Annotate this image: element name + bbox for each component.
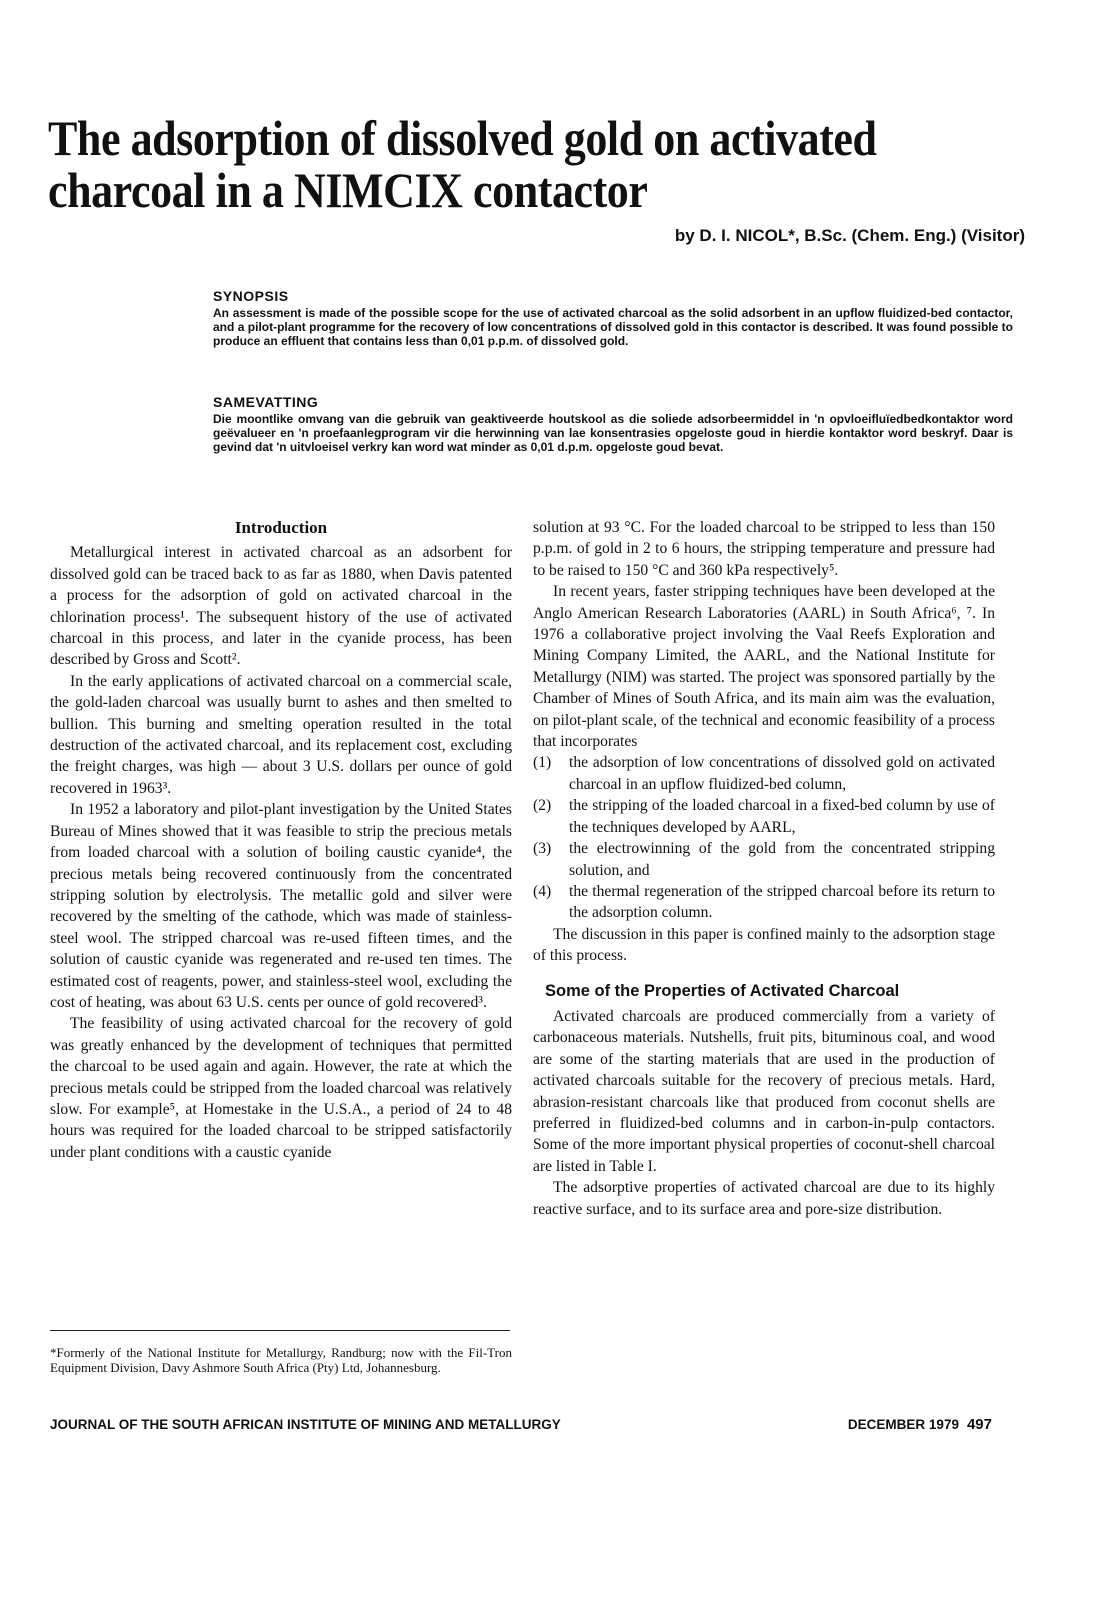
issue-date: DECEMBER 1979 — [847, 1417, 959, 1432]
process-list — [533, 752, 995, 923]
list-item — [533, 838, 995, 881]
list-item-text: the stripping of the loaded charcoal in a fixed-bed column by use of the techniques developed by AARL, — [569, 797, 995, 836]
journal-name: JOURNAL OF THE SOUTH AFRICAN INSTITUTE OF MINING AND METALLURGY — [50, 1417, 561, 1432]
page-footer — [50, 1416, 992, 1433]
right-paragraph-5: The adsorptive properties of activated charcoal are due to its highly reactive surface, and to its surface area and pore-size distribution. — [533, 1179, 995, 1218]
list-item-number: (2) — [533, 797, 552, 815]
left-column — [50, 517, 512, 1163]
issue-info — [848, 1416, 992, 1433]
samevatting-heading: SAMEVATTING — [213, 394, 319, 410]
list-item — [533, 795, 995, 838]
article-title: The adsorption of dissolved gold on activated charcoal in a NIMCIX contactor — [48, 110, 877, 218]
author-byline: by D. I. NICOL*, B.Sc. (Chem. Eng.) (Visitor) — [674, 226, 1025, 245]
synopsis-heading: SYNOPSIS — [213, 288, 289, 304]
list-item-number: (1) — [533, 754, 552, 772]
author-footnote: *Formerly of the National Institute for Metallurgy, Randburg; now with the Fil-Tron Equipment Division, Davy Ashmore South Africa (Pty) Ltd, Johannesburg. — [50, 1345, 512, 1375]
right-column — [533, 517, 995, 1220]
intro-paragraph-2: In the early applications of activated charcoal on a commercial scale, the gold-laden charcoal was usually burnt to ashes and then smelted to bullion. This burning and smelting operation resulted in the total destruction of the activated charcoal, and its replacement cost, excluding the freight charges, was high — about 3 U.S. dollars per ounce of gold recovered in 1963³. — [50, 672, 512, 797]
list-item — [533, 752, 995, 795]
list-item-number: (3) — [533, 840, 552, 858]
list-item — [533, 881, 995, 924]
properties-heading: Some of the Properties of Activated Charcoal — [545, 981, 900, 1000]
introduction-heading: Introduction — [234, 518, 328, 537]
synopsis-section — [213, 288, 1013, 348]
list-item-number: (4) — [533, 882, 552, 900]
intro-paragraph-1: Metallurgical interest in activated charcoal as an adsorbent for dissolved gold can be traced back to as far as 1880, when Davis patented a process for the adsorption of gold on activated charcoal in the chlorination process¹. The subsequent history of the use of activated charcoal in this process, and later in the cyanide process, has been described by Gross and Scott². — [50, 544, 512, 669]
right-paragraph-3: The discussion in this paper is confined mainly to the adsorption stage of this process. — [533, 925, 995, 965]
right-paragraph-4: Activated charcoals are produced commercially from a variety of carbonaceous materials. Nutshells, fruit pits, bituminous coal, and wood are some of the starting materials that are used in the production of activated charcoals suitable for the recovery of precious metals. Hard, abrasion-resistant charcoals like that produced from coconut shells are preferred in fluidized-bed columns and in carbon-in-pulp contactors. Some of the more important physical properties of coconut-shell charcoal are listed in Table I. — [533, 1007, 995, 1175]
footnote-divider — [50, 1330, 510, 1331]
list-item-text: the electrowinning of the gold from the concentrated stripping solution, and — [569, 840, 995, 879]
list-item-text: the adsorption of low concentrations of dissolved gold on activated charcoal in an upflow fluidized-bed column, — [569, 754, 995, 793]
right-paragraph-2: In recent years, faster stripping techniques have been developed at the Anglo American Research Laboratories (AARL) in South Africa⁶, ⁷. In 1976 a collaborative project involving the Vaal Reefs Exploration and Mining Company Limited, the AARL, and the National Institute for Metallurgy (NIM) was started. The project was sponsored partially by the Chamber of Mines of South Africa, and its main aim was the evaluation, on pilot-plant scale, of the technical and economic feasibility of a process that incorporates — [533, 583, 995, 751]
right-paragraph-1: solution at 93 °C. For the loaded charcoal to be stripped to less than 150 p.p.m. of gold in 2 to 6 hours, the stripping temperature and pressure had to be raised to 150 °C and 360 kPa respectively⁵. — [533, 519, 995, 579]
intro-paragraph-4: The feasibility of using activated charcoal for the recovery of gold was greatly enhanced by the development of techniques that permitted the charcoal to be used again and again. However, the rate at which the precious metals could be stripped from the loaded charcoal was relatively slow. For example⁵, at Homestake in the U.S.A., a period of 24 to 48 hours was required for the loaded charcoal to be stripped satisfactorily under plant conditions with a caustic cyanide — [50, 1015, 512, 1161]
intro-paragraph-3: In 1952 a laboratory and pilot-plant investigation by the United States Bureau of Mines showed that it was feasible to strip the precious metals from loaded charcoal with a solution of boiling caustic cyanide⁴, the precious metals being recovered continuously from the concentrated stripping solution by electrolysis. The metallic gold and silver were recovered by the smelting of the cathode, which was made of stainless-steel wool. The stripped charcoal was re-used fifteen times, and the solution of caustic cyanide was regenerated and re-used ten times. The estimated cost of reagents, power, and stainless-steel wool, excluding the cost of heating, was about 63 U.S. cents per ounce of gold recovered³. — [50, 801, 512, 1011]
page-number: 497 — [966, 1416, 992, 1433]
list-item-text: the thermal regeneration of the stripped charcoal before its return to the adsorption column. — [569, 882, 995, 922]
samevatting-text: Die moontlike omvang van die gebruik van geaktiveerde houtskool as die soliede adsorbeermiddel in 'n opvloeifluïedbedkontaktor word geëvalueer en 'n proefaanlegprogram vir die herwinning van lae konsentrasies opgeloste goud in hierdie kontaktor word beskryf. Daar is gevind dat 'n uitvloeisel verkry kan word wat minder as 0,01 d.p.m. opgeloste goud bevat. — [213, 412, 1013, 454]
samevatting-section — [213, 394, 1013, 454]
synopsis-text: An assessment is made of the possible scope for the use of activated charcoal as the solid adsorbent in an upflow fluidized-bed contactor, and a pilot-plant programme for the recovery of low concentrations of dissolved gold in this contactor is described. It was found possible to produce an effluent that contains less than 0,01 p.p.m. of dissolved gold. — [213, 306, 1013, 348]
